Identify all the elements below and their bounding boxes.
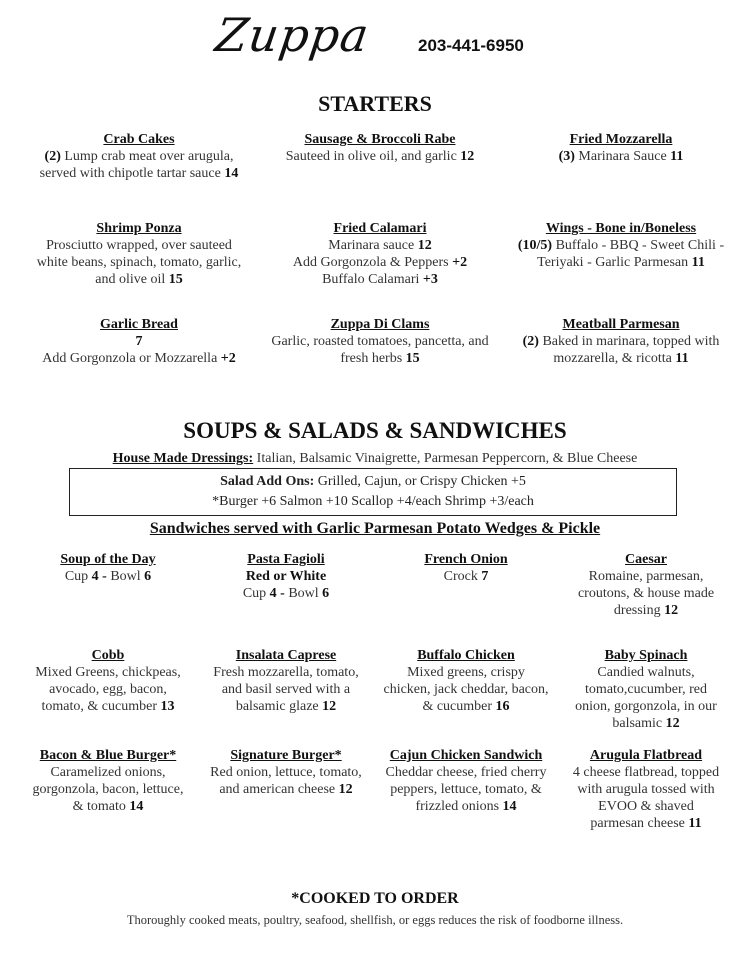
item-name: Zuppa Di Clams [330,317,430,332]
item-description: and basil served with a [221,682,351,697]
menu-item [198,551,374,602]
menu-item [560,647,732,732]
item-price: 15 [405,351,420,366]
item-description: fresh herbs 15 [340,351,420,366]
sandwich-note: Sandwiches served with Garlic Parmesan Potato Wedges & Pickle [149,520,601,537]
item-description: and american cheese 12 [219,782,353,797]
item-price: 13 [160,699,175,714]
item-description: Garlic, roasted tomatoes, pancetta, and [271,334,489,349]
menu-item [25,220,253,288]
menu-item [18,551,198,585]
item-description: EVOO & shaved [598,799,694,814]
item-description: Add Gorgonzola or Mozzarella +2 [42,351,236,366]
item-price: 14 [502,799,517,814]
item-price: 12 [460,149,475,164]
item-description: balsamic 12 [612,716,680,731]
item-name: Cobb [91,648,125,663]
item-description: croutons, & house made [577,586,715,601]
item-description: (3) Marinara Sauce 11 [558,149,684,164]
item-description: Mixed Greens, chickpeas, [35,665,181,680]
food-safety-note: Thoroughly cooked meats, poultry, seafood, shellfish, or eggs reduces the risk of foodborne illness. [126,913,624,927]
item-description: dressing 12 [613,603,679,618]
item-description: Red or White [245,569,327,584]
item-description: Cheddar cheese, fried cherry [385,765,547,780]
item-name: Cajun Chicken Sandwich [389,748,543,763]
item-price: 11 [691,255,705,270]
item-price: 7 [135,334,143,349]
item-name: Meatball Parmesan [562,317,680,332]
item-name: Soup of the Day [60,552,156,567]
soups-heading: SOUPS & SALADS & SANDWICHES [183,418,567,443]
item-price: 11 [688,816,702,831]
item-description: Prosciutto wrapped, over sauteed [46,238,232,253]
item-description: Candied walnuts, [597,665,695,680]
item-description: avocado, egg, bacon, [49,682,167,697]
item-price: 16 [495,699,510,714]
item-description: gorgonzola, bacon, lettuce, [32,782,184,797]
menu-item [505,131,737,165]
item-description: 4 cheese flatbread, topped [572,765,720,780]
item-description: Add Gorgonzola & Peppers +2 [292,255,468,270]
item-name: Garlic Bread [100,317,178,332]
item-description: onion, gorgonzola, in our [575,699,717,714]
item-description: Cup 4 - Bowl 6 [242,586,330,601]
item-name: Insalata Caprese [235,648,337,663]
item-description: parmesan cheese 11 [590,816,702,831]
item-description: Red onion, lettuce, tomato, [210,765,362,780]
item-name: Pasta Fagioli [247,552,325,567]
item-description: Romaine, parmesan, [588,569,704,584]
salad-addons-box: Salad Add Ons: Grilled, Cajun, or Crispy Chicken +5 *Burger +6 Salmon +10 Scallop +4/each Shrimp +3/each [69,468,677,516]
menu-item [375,647,557,715]
item-name: Fried Mozzarella [569,132,673,147]
item-description: with arugula tossed with [577,782,715,797]
item-price: 11 [675,351,689,366]
menu-item [25,131,253,182]
menu-item [25,316,253,367]
item-description: balsamic glaze 12 [235,699,337,714]
restaurant-logo: Zuppa [212,8,373,62]
item-price: 15 [168,272,183,287]
menu-item [18,747,198,815]
item-price: 7 [481,569,489,584]
item-description: served with chipotle tartar sauce 14 [39,166,239,181]
item-price: 14 [224,166,239,181]
item-description: white beans, spinach, tomato, garlic, [36,255,242,270]
item-description: Teriyaki - Garlic Parmesan 11 [537,255,705,270]
item-description: (2) Baked in marinara, topped with [522,334,720,349]
item-name: Bacon & Blue Burger* [39,748,177,763]
item-name: French Onion [424,552,508,567]
item-name: Signature Burger* [230,748,342,763]
item-description: (10/5) Buffalo - BBQ - Sweet Chili - [517,238,725,253]
item-description: Buffalo Calamari +3 [322,272,438,287]
menu-item [560,747,732,832]
item-description: & tomato 14 [72,799,144,814]
item-price: 11 [670,149,684,164]
item-name: Fried Calamari [333,221,427,236]
menu-item [375,747,557,815]
item-description: (2) Lump crab meat over arugula, [44,149,234,164]
item-description: peppers, lettuce, tomato, & [390,782,542,797]
phone-number: 203-441-6950 [418,36,524,55]
item-description: frizzled onions 14 [415,799,517,814]
item-description: Mixed greens, crispy [407,665,525,680]
cooked-to-order-heading: *COOKED TO ORDER [291,890,459,907]
menu-item [18,647,198,715]
menu-item [505,316,737,367]
menu-item [263,316,497,367]
item-price: 12 [338,782,353,797]
item-description: Marinara sauce 12 [328,238,432,253]
item-name: Baby Spinach [604,648,688,663]
item-description: Crock 7 [443,569,489,584]
item-name: Crab Cakes [103,132,175,147]
dressings-line: House Made Dressings: Italian, Balsamic Vinaigrette, Parmesan Peppercorn, & Blue Cheese [112,451,638,466]
menu-item [198,647,374,715]
item-description: & cucumber 16 [422,699,510,714]
item-price: 12 [664,603,679,618]
item-description: tomato,cucumber, red [585,682,707,697]
addons-label: Salad Add Ons: [220,474,315,489]
item-name: Sausage & Broccoli Rabe [304,132,456,147]
item-description: Caramelized onions, [50,765,166,780]
item-name: Caesar [625,552,667,567]
starters-heading: STARTERS [318,91,432,116]
item-price: 14 [129,799,144,814]
item-name: Buffalo Chicken [417,648,515,663]
item-description: mozzarella, & ricotta 11 [553,351,689,366]
menu-item [263,220,497,288]
menu-item [505,220,737,271]
item-description: tomato, & cucumber 13 [41,699,175,714]
menu-item [375,551,557,585]
menu-item [560,551,732,619]
item-name: Wings - Bone in/Boneless [545,221,697,236]
item-description: Sauteed in olive oil, and garlic 12 [285,149,475,164]
item-description: and olive oil 15 [95,272,183,287]
item-description: Fresh mozzarella, tomato, [213,665,359,680]
item-name: Arugula Flatbread [589,748,703,763]
menu-item [198,747,374,798]
addons-line: *Burger +6 Salmon +10 Scallop +4/each Shrimp +3/each [212,494,534,509]
item-price: 12 [322,699,337,714]
menu-item [263,131,497,165]
item-description: Cup 4 - Bowl 6 [64,569,152,584]
item-name: Shrimp Ponza [96,221,182,236]
item-description: chicken, jack cheddar, bacon, [383,682,549,697]
item-price: 12 [665,716,680,731]
